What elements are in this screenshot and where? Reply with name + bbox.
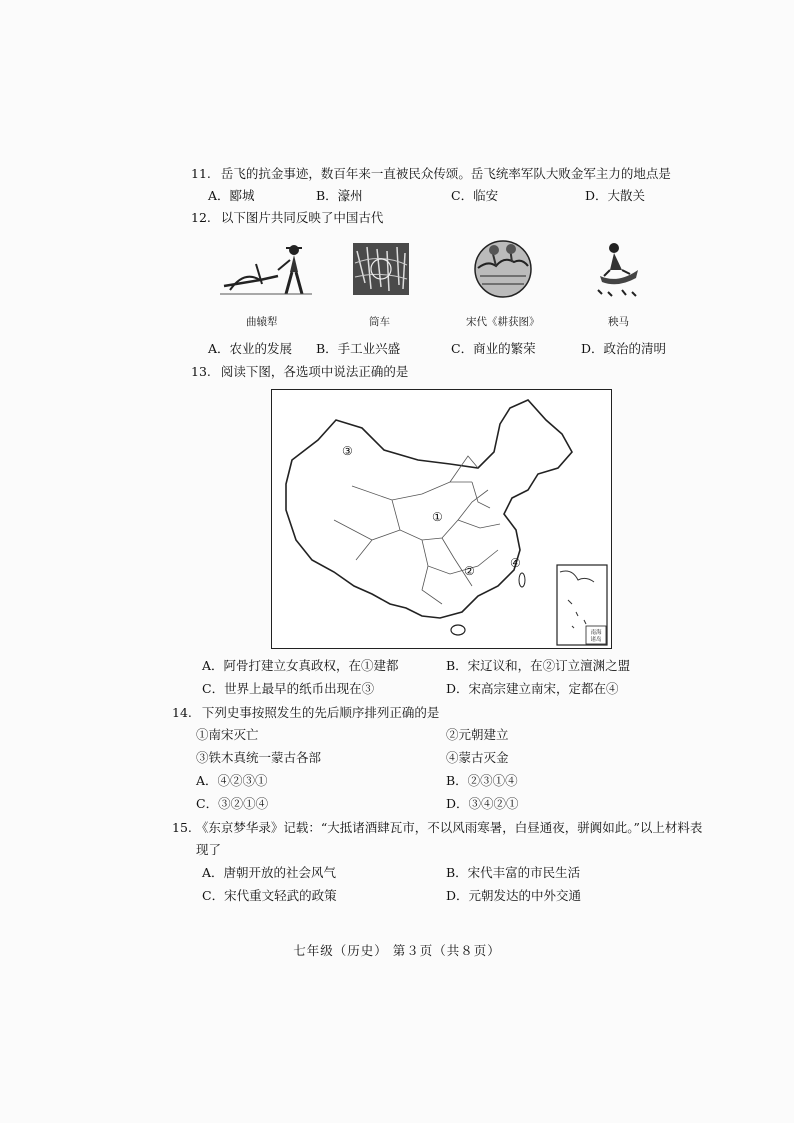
- q14-item-2: ②元朝建立: [446, 727, 509, 742]
- q14-item-1: ①南宋灭亡: [196, 727, 259, 742]
- q13-stem: [191, 362, 408, 380]
- svg-text:诸岛: 诸岛: [590, 637, 602, 643]
- page-footer: 七年级（历史） 第３页（共８页）: [293, 943, 501, 958]
- q12-option-d[interactable]: D．政治的清明: [581, 341, 667, 356]
- map-marker-2: ②: [464, 564, 475, 578]
- q11-number: 11.: [191, 166, 211, 181]
- q11-stem: [191, 164, 671, 182]
- china-map: [271, 389, 612, 649]
- q14-option-d[interactable]: D．③④②①: [446, 796, 519, 811]
- q14-text: 下列史事按照发生的先后顺序排列正确的是: [201, 705, 440, 720]
- q13-option-b[interactable]: B．宋辽议和，在②订立澶渊之盟: [446, 658, 631, 673]
- q14-stem: [172, 703, 439, 721]
- q11-option-a[interactable]: A．郾城: [208, 188, 255, 203]
- caption-seedling-boat: 秧马: [608, 316, 629, 328]
- q15-stem-line1: [172, 818, 702, 836]
- q14-item-3: ③铁木真统一蒙古各部: [196, 750, 322, 765]
- q14-number: 14.: [172, 705, 192, 720]
- round-painting-icon: [474, 240, 532, 298]
- rice-seedling-boat-icon: [592, 240, 644, 300]
- svg-text:南海: 南海: [590, 630, 602, 636]
- q15-option-c[interactable]: C．宋代重文轻武的政策: [202, 888, 337, 903]
- q12-option-c[interactable]: C．商业的繁荣: [451, 341, 536, 356]
- q13-text: 阅读下图，各选项中说法正确的是: [220, 364, 409, 379]
- q12-text: 以下图片共同反映了中国古代: [220, 210, 384, 225]
- map-marker-1: ①: [432, 510, 443, 524]
- q12-number: 12.: [191, 210, 211, 225]
- q15-stem-line2: 现了: [196, 842, 222, 857]
- caption-plough: 曲辕犁: [246, 316, 278, 328]
- q12-option-a[interactable]: A．农业的发展: [208, 341, 293, 356]
- plough-farmer-icon: [220, 240, 312, 298]
- q13-number: 13.: [191, 364, 211, 379]
- q15-text: 《东京梦华录》记载：“大抵诸酒肆瓦市，不以风雨寒暑，白昼通夜，骈阗如此。”以上材料表: [195, 820, 703, 835]
- q15-number: 15.: [172, 820, 192, 835]
- q15-option-d[interactable]: D．元朝发达的中外交通: [446, 888, 582, 903]
- q12-option-b[interactable]: B．手工业兴盛: [316, 341, 401, 356]
- map-marker-4: ④: [510, 556, 521, 570]
- q13-option-d[interactable]: D．宋高宗建立南宋，定都在④: [446, 681, 619, 696]
- caption-painting: 宋代《耕获图》: [466, 316, 540, 328]
- map-marker-3: ③: [342, 444, 353, 458]
- q11-option-c[interactable]: C．临安: [451, 188, 499, 203]
- q11-option-d[interactable]: D．大散关: [585, 188, 646, 203]
- q13-option-c[interactable]: C．世界上最早的纸币出现在③: [202, 681, 375, 696]
- q14-option-b[interactable]: B．②③①④: [446, 773, 518, 788]
- q13-option-a[interactable]: A．阿骨打建立女真政权，在①建都: [202, 658, 399, 673]
- q15-option-b[interactable]: B．宋代丰富的市民生活: [446, 865, 581, 880]
- waterwheel-icon: [353, 243, 409, 295]
- q14-option-a[interactable]: A．④②③①: [196, 773, 268, 788]
- q14-option-c[interactable]: C．③②①④: [196, 796, 269, 811]
- q14-item-4: ④蒙古灭金: [446, 750, 509, 765]
- q15-option-a[interactable]: A．唐朝开放的社会风气: [202, 865, 337, 880]
- caption-waterwheel: 筒车: [369, 316, 390, 328]
- q12-stem: [191, 208, 383, 226]
- q11-text: 岳飞的抗金事迹，数百年来一直被民众传颂。岳飞统率军队大败金军主力的地点是: [220, 166, 671, 181]
- q11-option-b[interactable]: B．濠州: [316, 188, 363, 203]
